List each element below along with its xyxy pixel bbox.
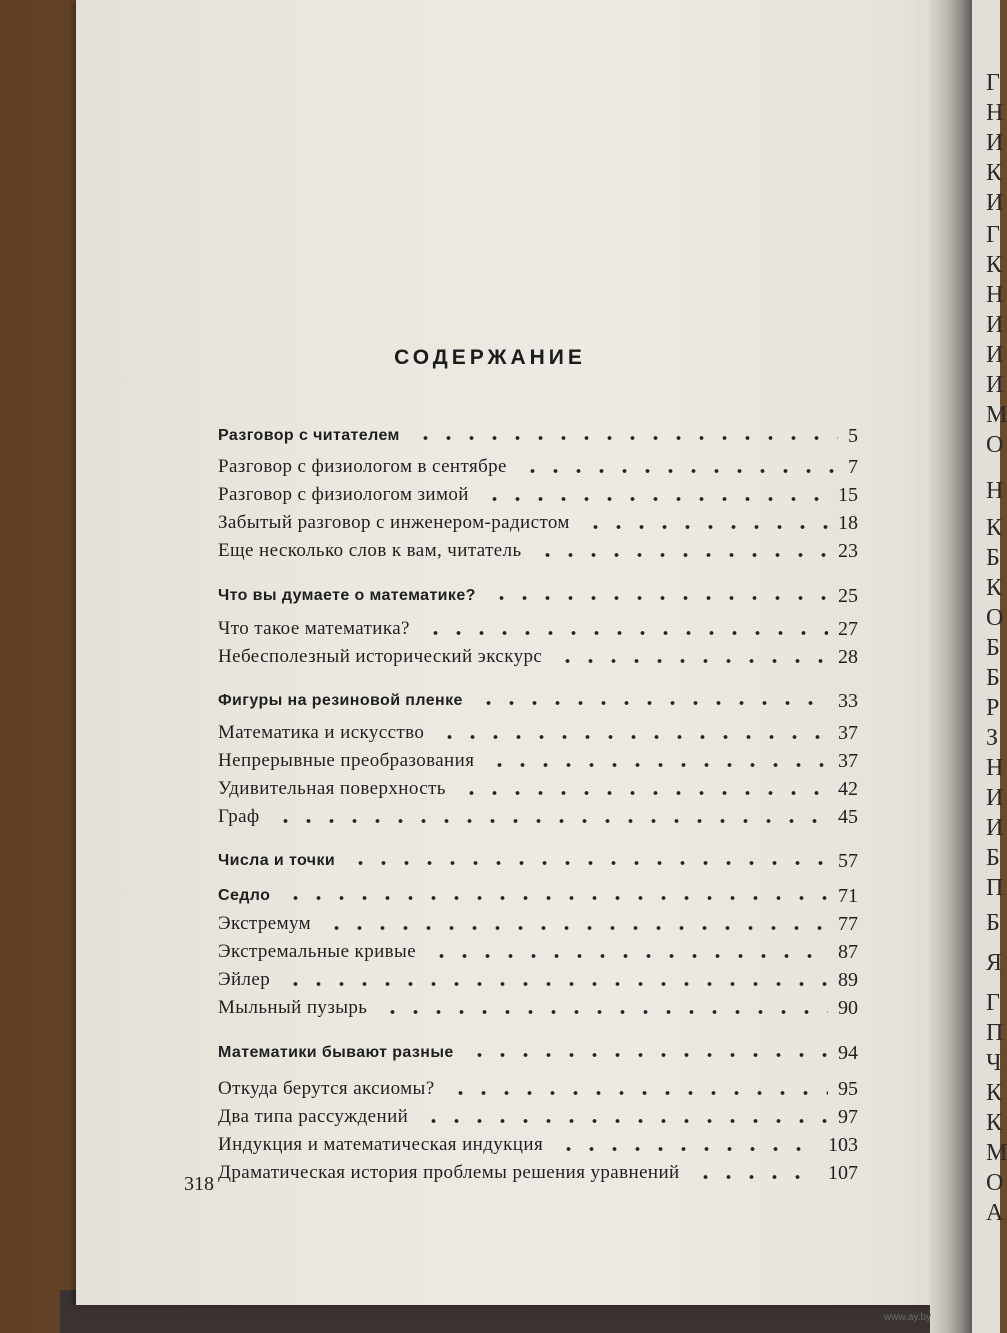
facing-page-letter: К bbox=[986, 575, 1003, 601]
toc-entry-title: Разговор с физиологом зимой bbox=[218, 484, 469, 505]
toc-entry-title: Непрерывные преобразования bbox=[218, 750, 475, 771]
facing-page-letter: Б bbox=[986, 635, 1000, 661]
toc-page-number: 103 bbox=[828, 1134, 858, 1156]
toc-entry-title: Еще несколько слов к вам, читатель bbox=[218, 540, 522, 561]
dot-leader bbox=[325, 921, 828, 935]
facing-page-letter: И bbox=[986, 130, 1004, 156]
dot-leader bbox=[430, 949, 828, 963]
facing-page-letter: К bbox=[986, 252, 1003, 278]
facing-page-letter: Б bbox=[986, 545, 1000, 571]
facing-page-letter: И bbox=[986, 372, 1004, 398]
toc-page-number: 107 bbox=[828, 1162, 858, 1184]
toc-entry-title: Граф bbox=[218, 806, 260, 827]
facing-page-letter: М bbox=[986, 402, 1007, 428]
facing-page-letter: Я bbox=[986, 950, 1003, 976]
toc-entry-title: Числа и точки bbox=[218, 852, 336, 869]
toc-entry bbox=[0, 750, 1000, 780]
toc-entry-title: Экстремальные кривые bbox=[218, 941, 417, 962]
toc-entry bbox=[0, 722, 1000, 752]
dot-leader bbox=[488, 758, 828, 772]
facing-page-letter: Б bbox=[986, 665, 1000, 691]
toc-page-number: 71 bbox=[838, 885, 858, 907]
facing-page-letter: И bbox=[986, 785, 1004, 811]
dot-leader bbox=[284, 977, 828, 991]
dot-leader bbox=[584, 520, 828, 534]
toc-page-number: 97 bbox=[838, 1106, 858, 1128]
dot-leader bbox=[536, 548, 828, 562]
facing-page-letter: И bbox=[986, 815, 1004, 841]
dot-leader bbox=[483, 492, 828, 506]
facing-page-letter: И bbox=[986, 342, 1004, 368]
toc-entry bbox=[0, 806, 1000, 836]
toc-entry-title: Что вы думаете о математике? bbox=[218, 587, 476, 604]
dot-leader bbox=[460, 786, 828, 800]
toc-entry bbox=[0, 1106, 1003, 1136]
dot-leader bbox=[349, 856, 828, 870]
toc-entry-title: Удивительная поверхность bbox=[218, 778, 446, 799]
toc-page-number: 18 bbox=[838, 512, 858, 534]
toc-section-heading bbox=[0, 1042, 1000, 1072]
toc-page-number: 15 bbox=[838, 484, 858, 506]
facing-page-letter: П bbox=[986, 1020, 1004, 1046]
toc-entry bbox=[0, 646, 1000, 676]
facing-page-letter: А bbox=[986, 1200, 1004, 1226]
dot-leader bbox=[381, 1005, 828, 1019]
facing-page-letter: О bbox=[986, 432, 1004, 458]
toc-entry bbox=[0, 1162, 1000, 1192]
toc-entry bbox=[0, 456, 1000, 486]
toc-page-number: 23 bbox=[838, 540, 858, 562]
toc-page-number: 77 bbox=[838, 913, 858, 935]
toc-section-heading bbox=[0, 585, 1000, 615]
facing-page-letter: Г bbox=[986, 222, 1000, 248]
toc-entry-title: Эйлер bbox=[218, 969, 271, 990]
toc-entry-title: Забытый разговор с инженером-радистом bbox=[218, 512, 570, 533]
toc-entry-title: Небесполезный исторический экскурс bbox=[218, 646, 543, 667]
toc-entry-title: Индукция и математическая индукция bbox=[218, 1134, 544, 1155]
toc-page-number: 7 bbox=[848, 456, 858, 478]
facing-page-letter: К bbox=[986, 515, 1003, 541]
facing-page-letter: Б bbox=[986, 845, 1000, 871]
dot-leader bbox=[284, 891, 828, 905]
toc-page-number: 45 bbox=[838, 806, 858, 828]
toc-entry bbox=[0, 1134, 1000, 1164]
dot-leader bbox=[490, 591, 828, 605]
toc-entry bbox=[0, 512, 1003, 542]
toc-entry bbox=[0, 997, 1000, 1027]
toc-entry-title: Седло bbox=[218, 887, 271, 904]
facing-page-letter: Н bbox=[986, 478, 1004, 504]
toc-entry-title: Два типа рассуждений bbox=[218, 1106, 409, 1127]
toc-entry bbox=[0, 618, 1000, 648]
toc-entry bbox=[0, 778, 1000, 808]
toc-page-number: 33 bbox=[838, 690, 858, 712]
dot-leader bbox=[468, 1048, 828, 1062]
toc-page-number: 37 bbox=[838, 722, 858, 744]
toc-page-number: 27 bbox=[838, 618, 858, 640]
toc-page-number: 87 bbox=[838, 941, 858, 963]
facing-page-letter: Г bbox=[986, 990, 1000, 1016]
toc-entry bbox=[0, 941, 1000, 971]
toc-section-heading bbox=[0, 850, 1000, 880]
facing-page-letter: Г bbox=[986, 70, 1000, 96]
toc-page-number: 25 bbox=[838, 585, 858, 607]
dot-leader bbox=[521, 464, 838, 478]
toc-entry bbox=[0, 913, 1000, 943]
toc-title: СОДЕРЖАНИЕ bbox=[394, 346, 586, 369]
toc-section-heading bbox=[0, 425, 1000, 455]
facing-page-letter: М bbox=[986, 1140, 1007, 1166]
facing-page-letter: Н bbox=[986, 755, 1004, 781]
toc-entry-title: Драматическая история проблемы решения уравнений bbox=[218, 1162, 680, 1183]
toc-entry-title: Откуда берутся аксиомы? bbox=[218, 1078, 435, 1099]
dot-leader bbox=[274, 814, 828, 828]
toc-page-number: 89 bbox=[838, 969, 858, 991]
toc-entry bbox=[0, 1078, 1003, 1108]
toc-page-number: 90 bbox=[838, 997, 858, 1019]
facing-page-letter: Ч bbox=[986, 1050, 1002, 1076]
toc-page-number: 57 bbox=[838, 850, 858, 872]
facing-page-letter: Б bbox=[986, 910, 1000, 936]
watermark: www.ay.by bbox=[884, 1312, 932, 1323]
facing-page-letter: З bbox=[986, 725, 999, 751]
facing-page-letter: Р bbox=[986, 695, 1000, 721]
facing-page-letter: К bbox=[986, 160, 1003, 186]
dot-leader bbox=[449, 1086, 828, 1100]
facing-page-letter: Н bbox=[986, 100, 1004, 126]
dot-leader bbox=[477, 696, 828, 710]
toc-entry-title: Разговор с читателем bbox=[218, 427, 400, 444]
dot-leader bbox=[422, 1114, 828, 1128]
toc-page-number: 95 bbox=[838, 1078, 858, 1100]
page-number-folio: 318 bbox=[184, 1173, 214, 1195]
facing-page-letter: К bbox=[986, 1080, 1003, 1106]
toc-page-number: 42 bbox=[838, 778, 858, 800]
toc-entry-title: Разговор с физиологом в сентябре bbox=[218, 456, 507, 477]
facing-page-letter: Н bbox=[986, 282, 1004, 308]
toc-entry bbox=[0, 969, 1000, 999]
facing-page-letter: К bbox=[986, 1110, 1003, 1136]
toc-page-number: 94 bbox=[838, 1042, 858, 1064]
toc-section-heading bbox=[0, 885, 1000, 915]
toc-entry-title: Математика и искусство bbox=[218, 722, 425, 743]
toc-entry-title: Что такое математика? bbox=[218, 618, 410, 639]
facing-page-letter: О bbox=[986, 605, 1004, 631]
toc-entry-title: Экстремум bbox=[218, 913, 312, 934]
toc-entry-title: Математики бывают разные bbox=[218, 1044, 454, 1061]
toc-entry-title: Мыльный пузырь bbox=[218, 997, 368, 1018]
facing-page-letter: П bbox=[986, 875, 1004, 901]
toc-entry bbox=[0, 540, 1000, 570]
dot-leader bbox=[414, 431, 838, 445]
dot-leader bbox=[694, 1170, 818, 1184]
dot-leader bbox=[438, 730, 828, 744]
toc-page-number: 37 bbox=[838, 750, 858, 772]
dot-leader bbox=[424, 626, 828, 640]
dot-leader bbox=[556, 654, 828, 668]
facing-page-letter: И bbox=[986, 312, 1004, 338]
toc-section-heading bbox=[0, 690, 1000, 720]
toc-entry-title: Фигуры на резиновой пленке bbox=[218, 692, 463, 709]
facing-page-letter: О bbox=[986, 1170, 1004, 1196]
toc-page-number: 28 bbox=[838, 646, 858, 668]
facing-page-letter: И bbox=[986, 190, 1004, 216]
toc-page-number: 5 bbox=[848, 425, 858, 447]
toc-entry bbox=[0, 484, 1000, 514]
dot-leader bbox=[557, 1142, 818, 1156]
